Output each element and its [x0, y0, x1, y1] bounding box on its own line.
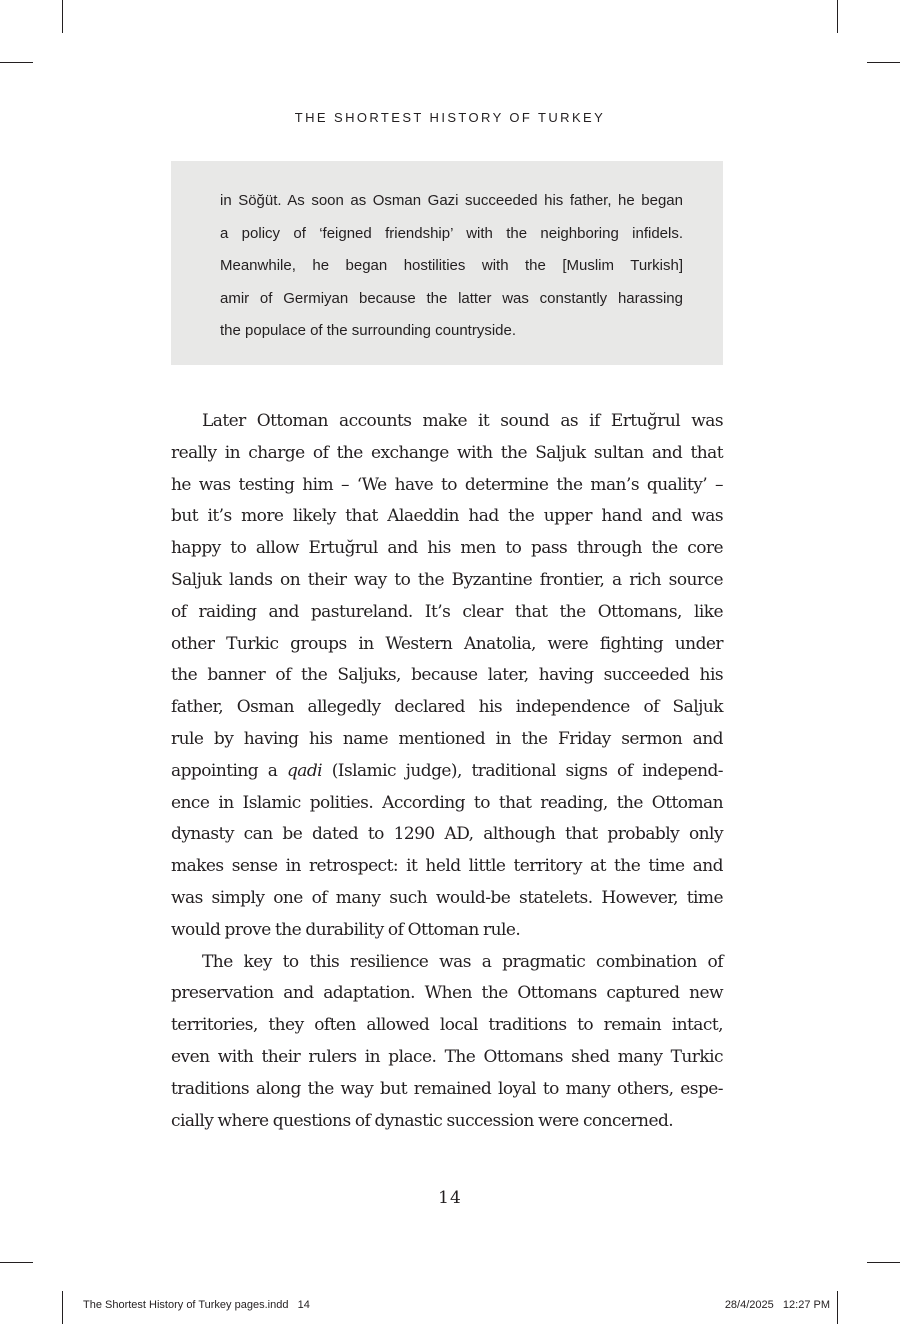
- slug-timestamp: 28/4/2025 12:27 PM: [724, 1299, 830, 1311]
- paragraph-1: [171, 406, 723, 947]
- crop-mark-bottom-right: [837, 1291, 838, 1324]
- crop-mark-left-bottom: [0, 1262, 33, 1263]
- quote-line: in Söğüt. As soon as Osman Gazi succeeded his father, he began: [220, 192, 683, 209]
- text-line: he was testing him – ‘We have to determine the man’s quality’ –: [171, 474, 723, 495]
- text-line: happy to allow Ertuğrul and his men to pass through the core: [171, 538, 723, 559]
- crop-mark-right-top: [867, 62, 900, 63]
- crop-mark-right-bottom: [867, 1262, 900, 1263]
- text-line: Saljuk lands on their way to the Byzantine frontier, a rich source: [171, 569, 723, 590]
- quote-line: amir of Germiyan because the latter was constantly harassing: [220, 289, 683, 307]
- text-line: rule by having his name mentioned in the Friday sermon and: [171, 728, 723, 749]
- crop-mark-top-right: [837, 0, 838, 33]
- text-line: preservation and adaptation. When the Ottomans captured new: [171, 983, 723, 1004]
- block-quote: [171, 161, 723, 365]
- text-line: cially where questions of dynastic succession were concerned.: [171, 1110, 674, 1131]
- text-line: the banner of the Saljuks, because later, having succeeded his: [171, 665, 723, 686]
- paragraph-2: [171, 947, 723, 1138]
- text-line: would prove the durability of Ottoman rule.: [171, 919, 521, 940]
- text-line: even with their rulers in place. The Ottomans shed many Turkic: [171, 1046, 723, 1067]
- text-line: Later Ottoman accounts make it sound as if Ertuğrul was: [202, 411, 723, 431]
- text-line: other Turkic groups in Western Anatolia, were fighting under: [171, 633, 723, 654]
- slug-filename: The Shortest History of Turkey pages.indd 14: [83, 1299, 310, 1311]
- text-line: father, Osman allegedly declared his independence of Saljuk: [171, 697, 723, 718]
- text-line: makes sense in retrospect: it held little territory at the time and: [171, 856, 723, 877]
- quote-line: a policy of ‘feigned friendship’ with the neighboring infidels.: [220, 224, 683, 242]
- text-line: of raiding and pastureland. It’s clear that the Ottomans, like: [171, 601, 723, 622]
- text-line: dynasty can be dated to 1290 AD, although that probably only: [171, 824, 723, 845]
- text-line: really in charge of the exchange with the Saljuk sultan and that: [171, 442, 723, 463]
- running-head: THE SHORTEST HISTORY OF TURKEY: [294, 110, 606, 125]
- text-line: ence in Islamic polities. According to that reading, the Ottoman: [171, 792, 723, 813]
- text-line: traditions along the way but remained loyal to many others, espe-: [171, 1078, 723, 1099]
- body-text: [171, 406, 723, 1137]
- text-line: [171, 756, 723, 788]
- quote-line: Meanwhile, he began hostilities with the [Muslim Turkish]: [220, 257, 683, 275]
- quote-line: the populace of the surrounding countryside.: [220, 322, 517, 340]
- crop-mark-top-left: [62, 0, 63, 33]
- text-line: but it’s more likely that Alaeddin had the upper hand and was: [171, 506, 723, 527]
- text-fragment: appointing a: [171, 760, 287, 781]
- text-line: was simply one of many such would-be statelets. However, time: [171, 887, 723, 908]
- page-number: 14: [438, 1188, 462, 1208]
- crop-mark-left-top: [0, 62, 33, 63]
- text-fragment: (Islamic judge), traditional signs of independ-: [322, 760, 723, 781]
- text-line: territories, they often allowed local traditions to remain intact,: [171, 1015, 723, 1036]
- italic-term: qadi: [286, 760, 323, 781]
- crop-mark-bottom-left: [62, 1291, 63, 1324]
- text-line: The key to this resilience was a pragmatic combination of: [202, 951, 723, 972]
